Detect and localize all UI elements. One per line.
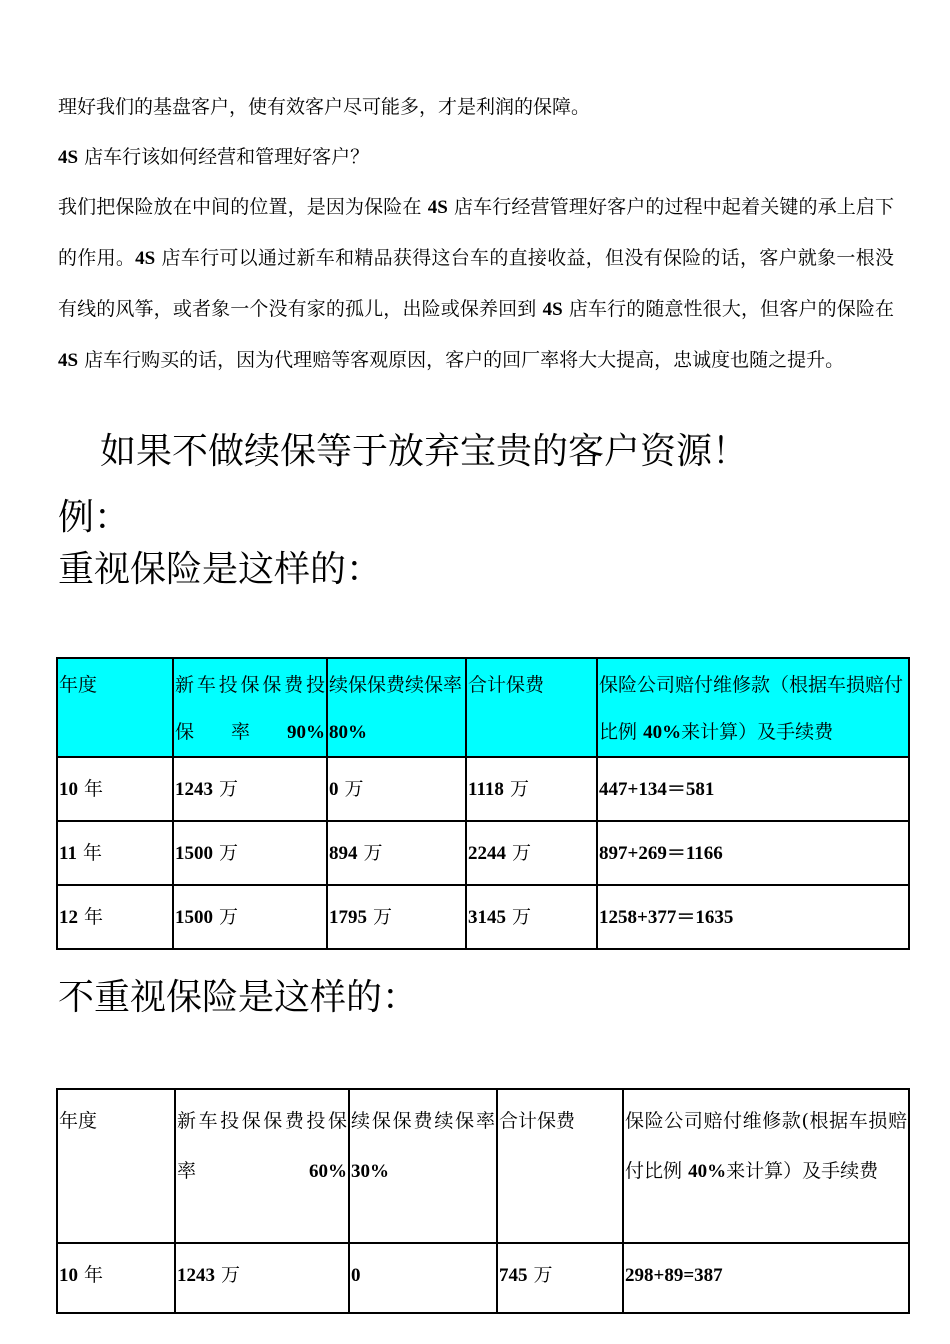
header-claim (597, 658, 909, 757)
cell-renew (327, 757, 466, 821)
header-renewal-pct: 80% (329, 722, 367, 743)
cell-claim (597, 821, 909, 885)
cell-claim (597, 757, 909, 821)
cell-new (173, 821, 327, 885)
table-valued-insurance (56, 657, 910, 950)
cell-total (497, 1243, 623, 1313)
header-claim (623, 1089, 909, 1243)
header-new-car-text: 新车投保保费投保率 (177, 1110, 347, 1182)
cell-year (57, 1243, 175, 1313)
new-num: 1243 (175, 779, 213, 800)
new-num: 1500 (175, 843, 213, 864)
table-row (57, 1243, 909, 1313)
cell-renew (327, 821, 466, 885)
year-num: 10 (59, 779, 78, 800)
cell-claim (597, 885, 909, 949)
header-renewal (349, 1089, 497, 1243)
total-unit: 万 (503, 778, 529, 800)
body-paragraph (58, 182, 894, 386)
header-renewal-text: 续保保费续保率 (329, 674, 463, 696)
header-claim-pct: 40% (688, 1161, 727, 1182)
year-unit: 年 (78, 1264, 104, 1286)
header-year-text: 年度 (59, 1110, 98, 1132)
total-num: 1118 (468, 779, 504, 800)
new-unit: 万 (213, 906, 239, 928)
new-num: 1500 (175, 907, 213, 928)
table-header-row (57, 1089, 909, 1243)
header-total (466, 658, 597, 757)
table-row (57, 885, 909, 949)
para-seg-2: 店车行经营管理好客户的过程中起着关键的承上启下的作用。 (58, 196, 895, 269)
total-unit: 万 (506, 842, 532, 864)
renew-num: 894 (329, 843, 358, 864)
cell-year (57, 885, 173, 949)
header-new-car-pct: 60% (309, 1161, 347, 1182)
renew-num: 1795 (329, 907, 367, 928)
renew-num: 0 (329, 779, 339, 800)
cell-year (57, 821, 173, 885)
cell-renew (327, 885, 466, 949)
question-text: 店车行该如何经营和管理好客户？ (78, 146, 370, 168)
cell-new (173, 885, 327, 949)
header-new-car (175, 1089, 349, 1243)
renew-num: 0 (351, 1265, 361, 1286)
header-total-text: 合计保费 (468, 674, 545, 696)
header-renewal-pct: 30% (351, 1161, 389, 1182)
total-unit: 万 (506, 906, 532, 928)
section2-title: 不重视保险是这样的： (58, 977, 419, 1018)
header-renewal (327, 658, 466, 757)
question-line (58, 132, 894, 183)
year-unit: 年 (76, 842, 102, 864)
renew-unit: 万 (367, 906, 393, 928)
question-4s: 4S (58, 147, 79, 168)
claim-value: 298+89=387 (625, 1265, 723, 1286)
total-num: 3145 (468, 907, 506, 928)
total-unit: 万 (527, 1264, 553, 1286)
header-claim-text: 保险公司赔付维修款(根据车损赔付比例 (625, 1110, 907, 1182)
claim-value: 447+134＝581 (599, 779, 715, 800)
claim-value: 1258+377＝1635 (599, 907, 734, 928)
para-4s-4: 4S (58, 350, 79, 371)
para-4s-3: 4S (542, 299, 563, 320)
cell-year (57, 757, 173, 821)
para-seg-1: 我们把保险放在中间的位置，是因为保险在 (58, 196, 428, 218)
table-row (57, 821, 909, 885)
header-claim-text-2: 来计算）及手续费 (726, 1160, 879, 1182)
para-4s-1: 4S (427, 197, 448, 218)
cell-new (173, 757, 327, 821)
year-unit: 年 (78, 778, 104, 800)
renew-unit: 万 (357, 842, 383, 864)
claim-value: 897+269＝1166 (599, 843, 723, 864)
total-num: 2244 (468, 843, 506, 864)
section1-title: 重视保险是这样的： (58, 549, 383, 590)
new-unit: 万 (213, 842, 239, 864)
header-year (57, 658, 173, 757)
renew-unit: 万 (338, 778, 364, 800)
year-unit: 年 (78, 906, 104, 928)
para-4s-2: 4S (135, 248, 156, 269)
total-num: 745 (499, 1265, 528, 1286)
header-claim-text-2: 来计算）及手续费 (681, 721, 834, 743)
para-seg-4: 店车行的随意性很大，但客户的保险在 (562, 298, 895, 320)
header-new-car (173, 658, 327, 757)
header-new-car-pct: 90% (287, 722, 325, 743)
header-year-text: 年度 (59, 674, 98, 696)
cell-new (175, 1243, 349, 1313)
para-seg-5: 店车行购买的话，因为代理赔等客观原因，客户的回厂率将大大提高，忠诚度也随之提升。 (78, 349, 845, 371)
year-num: 11 (59, 843, 77, 864)
headline: 如果不做续保等于放弃宝贵的客户资源！ (100, 431, 749, 472)
cell-total (466, 821, 597, 885)
header-total (497, 1089, 623, 1243)
para-seg-3: 店车行可以通过新车和精品获得这台车的直接收益，但没有保险的话，客户就象一根没有线的风筝，或者象一个没有家的孤儿，出险或保养回到 (58, 247, 894, 320)
cell-total (466, 757, 597, 821)
cell-total (466, 885, 597, 949)
header-year (57, 1089, 175, 1243)
header-claim-text: 保险公司赔付维修款（根据车损赔付比例 (599, 674, 904, 743)
intro-line (58, 82, 894, 132)
header-claim-pct: 40% (643, 722, 682, 743)
header-total-text: 合计保费 (499, 1110, 576, 1132)
intro-text: 理好我们的基盘客户，使有效客户尽可能多，才是利润的保障。 (58, 96, 591, 118)
new-unit: 万 (215, 1264, 241, 1286)
cell-claim (623, 1243, 909, 1313)
example-label: 例： (58, 497, 131, 538)
year-num: 12 (59, 907, 78, 928)
new-unit: 万 (213, 778, 239, 800)
table-header-row (57, 658, 909, 757)
table-row (57, 757, 909, 821)
cell-renew (349, 1243, 497, 1313)
header-new-car-text: 新车投保保费投保率 (175, 674, 325, 743)
table-neglected-insurance (56, 1088, 910, 1314)
year-num: 10 (59, 1265, 78, 1286)
header-renewal-text: 续保保费续保率 (351, 1110, 495, 1132)
new-num: 1243 (177, 1265, 215, 1286)
